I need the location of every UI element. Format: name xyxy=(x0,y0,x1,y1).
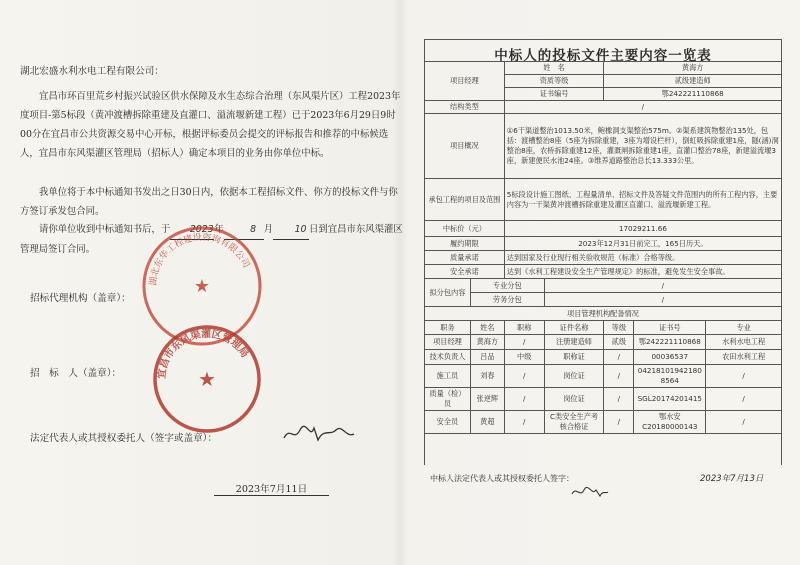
table-cell: 鄂水安C20180000143 xyxy=(634,411,706,434)
col-header: 证件名称 xyxy=(544,321,604,335)
table-row xyxy=(425,411,782,434)
bid-summary-table xyxy=(424,61,782,434)
sub-labor-label: 劳务分包 xyxy=(470,293,544,307)
cert-value: 鄂242221110868 xyxy=(604,88,782,101)
table-row xyxy=(425,388,782,411)
table-cell: 岗位证 xyxy=(544,365,604,388)
col-header: 职称 xyxy=(504,321,544,335)
tenderer-seal-stamp xyxy=(150,322,265,437)
col-header: 证书号 xyxy=(634,321,706,335)
table-cell: 职称证 xyxy=(544,350,604,365)
table-cell: / xyxy=(604,365,634,388)
table-cell: / xyxy=(604,411,634,434)
agency-seal-label: 招标代理机构（盖章）： xyxy=(30,293,131,304)
year-unit: 年 xyxy=(214,224,224,235)
safety-label: 安全承诺 xyxy=(425,265,505,279)
table-cell: 04218101942180 8564 xyxy=(634,365,706,388)
contract-day: 10 xyxy=(273,220,309,240)
table-cell: / xyxy=(706,388,782,411)
table-cell: 鄂242221110868 xyxy=(634,335,706,350)
notice-paragraph-2: 我单位将于本中标通知书发出之日30日内，依据本工程招标文件、你方的投标文件与你方签订承发包合同。 xyxy=(20,187,398,217)
svg-text:宜昌市东风渠灌区管理局: 宜昌市东风渠灌区管理局 xyxy=(156,328,251,380)
sub-pro-value: / xyxy=(544,279,781,293)
table-cell: 项目经理 xyxy=(425,335,471,350)
table-cell: / xyxy=(504,365,544,388)
table-cell: 00036537 xyxy=(634,350,706,365)
cert-label: 证书编号 xyxy=(504,88,604,101)
staff-header: 项目管理机构配备情况 xyxy=(425,307,782,321)
svg-text:★: ★ xyxy=(193,276,211,297)
grade-value: 贰级建造师 xyxy=(604,75,782,88)
name-label: 姓 名 xyxy=(504,62,604,75)
tenderer-seal-label: 招 标 人（盖章）： xyxy=(30,368,122,379)
table-cell: / xyxy=(604,388,634,411)
table-cell: 黄海方 xyxy=(470,335,504,350)
price-value: 17029211.66 xyxy=(504,221,781,237)
legal-rep-label: 法定代表人或其授权委托人（签字或盖章）： xyxy=(30,433,218,444)
contract-month: 8 xyxy=(224,220,264,240)
table-cell: 质量（检）员 xyxy=(425,388,471,411)
grade-label: 资质等级 xyxy=(504,75,604,88)
table-cell: / xyxy=(706,365,782,388)
table-row xyxy=(425,350,782,365)
pm-label: 项目经理 xyxy=(425,62,505,101)
contract-year: 2023 xyxy=(170,220,214,240)
col-header: 等级 xyxy=(604,321,634,335)
table-cell: 注册建造师 xyxy=(544,335,604,350)
staff-col-header-row xyxy=(425,321,782,335)
struct-value: / xyxy=(504,101,781,114)
table-cell: 中级 xyxy=(504,350,544,365)
table-cell: / xyxy=(504,388,544,411)
struct-label: 结构类型 xyxy=(425,101,505,114)
bidder-signature xyxy=(570,482,610,500)
para3-prefix: 请你单位收到中标通知书后，于 xyxy=(39,224,171,235)
table-cell: / xyxy=(504,335,544,350)
sub-pro-label: 专业分包 xyxy=(470,279,544,293)
col-header: 专业 xyxy=(706,321,782,335)
table-title: 中标人的投标文件主要内容一览表 xyxy=(494,48,712,64)
overview-label: 项目概况 xyxy=(425,114,505,179)
legal-rep-signature xyxy=(280,418,360,448)
sub-labor-value: / xyxy=(544,293,781,307)
col-header: 姓名 xyxy=(470,321,504,335)
table-cell: 施工员 xyxy=(425,365,471,388)
notice-date: 2023年7月11日 xyxy=(214,481,329,496)
notice-paragraph-1: 宜昌市环百里荒乡村振兴试验区供水保障及水生态综合治理（东风渠片区）工程2023年度项目-第5标段（黄冲渡槽拆除重建及直灌口、溢流堰新建工程）已于2023年6月29日9时00分在宜昌市公共资源交易中心开标，根据评标委员会提交的评标报告和推荐的中标候选人，宜昌市东风渠灌区管理局（招标人）确定本项目的业务由你单位中标。 xyxy=(20,91,401,159)
overview-value: ①6干渠道整治1013.50米，鲍橡洞支渠整治575m。②渠系建筑物整治135处，包括：渡槽整治8座（5座为拆除重建，3座为增设栏杆），倒虹吸拆除重建1座，隧(涵)洞整治8座，农桥拆除重建12座，灌溉闸拆除重建1座，直灌口整治78座，新建溢流堰3座，新建便民水池24座。③维养道路整治总长13.333公里。 xyxy=(504,114,781,179)
table-cell: / xyxy=(706,411,782,434)
svg-text:湖北东华工程建设咨询有限公司: 湖北东华工程建设咨询有限公司 xyxy=(148,232,251,287)
quality-value: 达到国家及行业现行相关验收规范（标准）合格等级。 xyxy=(504,251,781,265)
name-value: 黄海方 xyxy=(604,62,782,75)
table-cell: 安全员 xyxy=(425,411,471,434)
sub-label: 拟分包内容 xyxy=(425,279,471,307)
table-cell: 岗位证 xyxy=(544,388,604,411)
month-unit: 月 xyxy=(263,224,274,235)
svg-text:★: ★ xyxy=(198,367,216,391)
period-label: 履约期限 xyxy=(425,237,505,251)
table-cell: SGL20174201415 xyxy=(634,388,706,411)
table-cell: / xyxy=(504,411,544,434)
safety-value: 达到《水利工程建设安全生产管理规定》的标准，避免发生安全事故。 xyxy=(504,265,781,279)
para3-suffix: 日到宜昌市东风渠灌区管理局签订合同。 xyxy=(20,224,403,255)
bidder-signature-label: 中标人法定代表人或其授权委托人签字： xyxy=(430,474,574,483)
table-cell: 吕品 xyxy=(470,350,504,365)
table-cell: 黄超 xyxy=(470,411,504,434)
scope-label: 承包工程的项目及范围 xyxy=(425,179,505,221)
table-cell: 贰级 xyxy=(604,335,634,350)
period-value: 2023年12月31日前完工，165日历天。 xyxy=(504,237,781,251)
quality-label: 质量承诺 xyxy=(425,251,505,265)
salutation: 湖北宏盛水利水电工程有限公司： xyxy=(20,66,164,77)
col-header: 职务 xyxy=(425,321,471,335)
table-cell: 农田水利工程 xyxy=(706,350,782,365)
table-row xyxy=(425,335,782,350)
table-cell: 张逆辉 xyxy=(470,388,504,411)
table-cell: 刘春 xyxy=(470,365,504,388)
table-row xyxy=(425,365,782,388)
table-cell: 水利水电工程 xyxy=(706,335,782,350)
table-cell: C类安全生产考核合格证 xyxy=(544,411,604,434)
price-label: 中标价（元） xyxy=(425,221,505,237)
table-cell: / xyxy=(604,350,634,365)
bidder-signature-date: 2023年7月13日 xyxy=(700,474,764,484)
table-cell: 技术负责人 xyxy=(425,350,471,365)
scope-value: 5标段设计施工图纸、工程量清单、招标文件及答疑文件范围内的所有工程内容，主要内容为一干渠黄冲渡槽拆除重建及灌区直灌口、溢流堰新建工程。 xyxy=(504,179,781,221)
